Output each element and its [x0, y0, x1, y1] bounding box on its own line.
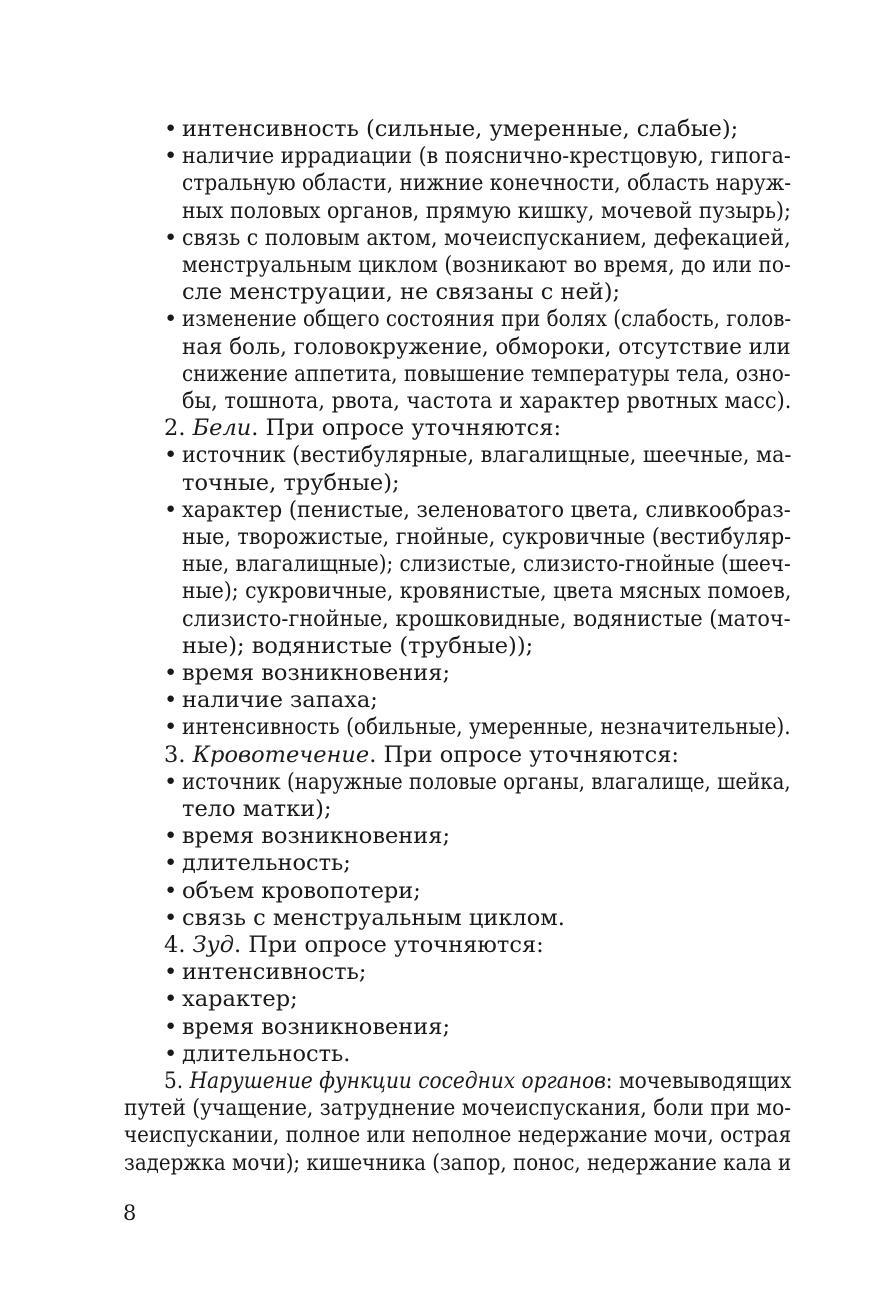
continuation-text: чеиспускании, полное или неполное недержание мочи, острая: [124, 1122, 792, 1149]
text-line: [124, 1095, 791, 1122]
continuation-text: задержка мочи); кишечника (запор, понос, недержание кала и: [124, 1149, 792, 1176]
bullet-icon: •: [164, 850, 178, 877]
section-term: Зуд: [192, 932, 234, 958]
section-text: . При опросе уточняются:: [369, 741, 679, 768]
continuation-text: ные, творожистые, гнойные, сукровичные (вестибуляр-: [182, 524, 792, 550]
bullet-icon: •: [164, 116, 178, 142]
text-line: [182, 986, 298, 1013]
continuation-text: ные, влагалищные); слизистые, слизисто-гнойные (шееч-: [182, 551, 791, 578]
text-line: [182, 823, 450, 850]
continuation-text: тело матки);: [182, 796, 332, 822]
text-line: [182, 878, 421, 905]
bullet-icon: •: [164, 959, 178, 986]
bullet-text: интенсивность;: [182, 959, 367, 986]
text-line: [164, 1068, 791, 1095]
bullet-text: время возникновения;: [182, 660, 451, 686]
text-line: [182, 252, 791, 279]
section-number: 3.: [164, 741, 186, 768]
continuation-text: ные); водянистые (трубные));: [182, 632, 534, 659]
text-line: [182, 1041, 350, 1068]
text-line: [182, 687, 378, 714]
text-line: [182, 796, 332, 823]
text-line: [182, 714, 791, 741]
continuation-text: ные); сукровичные, кровянистые, цвета мясных помоев,: [182, 578, 792, 605]
continuation-text: стральную области, нижние конечности, область наруж-: [182, 170, 791, 197]
text-line: [182, 633, 533, 660]
text-line: [164, 415, 561, 442]
bullet-icon: •: [164, 1040, 178, 1067]
text-line: [124, 1150, 791, 1177]
text-line: [182, 660, 450, 687]
bullet-icon: •: [164, 687, 178, 714]
text-line: [182, 578, 791, 605]
continuation-text: снижение аппетита, повышение температуры тела, озно-: [182, 360, 791, 387]
section-term: Бели: [192, 415, 252, 442]
text-line: [182, 606, 791, 633]
text-line: [182, 388, 791, 415]
bullet-icon: •: [164, 768, 178, 795]
bullet-text: время возникновения;: [182, 1013, 451, 1040]
bullet-text: время возникновения;: [182, 823, 451, 850]
bullet-icon: •: [164, 986, 178, 1013]
text-line: [164, 742, 679, 769]
bullet-text: источник (наружные половые органы, влагалище, шейка,: [182, 768, 791, 795]
bullet-icon: •: [164, 904, 178, 931]
bullet-text: наличие иррадиации (в пояснично-крестцовую, гипога-: [182, 143, 791, 170]
bullet-icon: •: [164, 496, 178, 523]
text-line: [182, 225, 791, 252]
page-number: 8: [123, 1201, 137, 1225]
bullet-icon: •: [164, 1013, 178, 1040]
text-line: [182, 306, 791, 333]
continuation-text: менструальным циклом (возникают во время, до или по-: [182, 252, 791, 278]
text-line: [182, 198, 791, 225]
bullet-text: интенсивность (сильные, умеренные, слабые);: [182, 116, 739, 142]
bullet-text: характер (пенистые, зеленоватого цвета, сливкообраз-: [182, 496, 791, 523]
section-term: Кровотечение: [192, 741, 370, 768]
text-line: [182, 361, 791, 388]
section-number: 2.: [164, 415, 186, 442]
text-line: [182, 334, 791, 361]
text-line: [182, 279, 620, 306]
section-text: . При опросе уточняются:: [251, 415, 562, 442]
text-line: [182, 959, 366, 986]
bullet-icon: •: [164, 660, 178, 686]
bullet-icon: •: [164, 877, 178, 904]
bullet-text: изменение общего состояния при болях (слабость, голов-: [182, 306, 792, 333]
section-text: : мочевыводящих: [605, 1068, 792, 1094]
bullet-text: связь с менструальным циклом.: [182, 904, 565, 931]
bullet-text: связь с половым актом, мочеиспусканием, дефекацией,: [182, 224, 791, 251]
bullet-icon: •: [164, 143, 178, 170]
continuation-text: слизисто-гнойные, крошковидные, водянистые (маточ-: [182, 605, 791, 632]
continuation-text: ных половых органов, прямую кишку, мочевой пузырь);: [182, 197, 791, 224]
continuation-text: точные, трубные);: [182, 469, 400, 496]
text-line: [182, 497, 791, 524]
bullet-text: интенсивность (обильные, умеренные, незначительные).: [182, 714, 791, 741]
text-line: [182, 170, 791, 197]
text-line: [182, 769, 791, 796]
continuation-text: сле менструации, не связаны с ней);: [182, 279, 621, 306]
text-line: [182, 143, 791, 170]
section-term: Нарушение функции соседних органов: [189, 1068, 606, 1094]
text-line: [182, 470, 400, 497]
section-number: 4.: [164, 932, 186, 958]
continuation-text: ная боль, головокружение, обмороки, отсутствие или: [182, 333, 791, 360]
bullet-text: характер;: [182, 986, 298, 1013]
text-line: [182, 442, 791, 469]
text-line: [182, 116, 738, 143]
text-line: [182, 1014, 450, 1041]
bullet-icon: •: [164, 224, 178, 251]
continuation-text: путей (учащение, затруднение мочеиспускания, боли при мо-: [124, 1095, 792, 1122]
section-text: . При опросе уточняются:: [233, 932, 544, 958]
text-line: [182, 905, 565, 932]
bullet-text: источник (вестибулярные, влагалищные, шеечные, ма-: [182, 442, 792, 469]
bullet-text: длительность;: [182, 850, 351, 877]
text-line: [182, 524, 791, 551]
section-number: 5.: [164, 1068, 184, 1094]
text-line: [164, 932, 544, 959]
text-line: [182, 850, 351, 877]
bullet-icon: •: [164, 306, 178, 333]
bullet-text: наличие запаха;: [182, 687, 378, 714]
bullet-icon: •: [164, 823, 178, 850]
bullet-text: длительность.: [182, 1040, 351, 1067]
bullet-text: объем кровопотери;: [182, 877, 421, 904]
text-line: [182, 551, 791, 578]
bullet-icon: •: [164, 442, 178, 469]
bullet-icon: •: [164, 714, 178, 741]
text-line: [124, 1122, 791, 1149]
continuation-text: бы, тошнота, рвота, частота и характер рвотных масс).: [182, 388, 792, 414]
